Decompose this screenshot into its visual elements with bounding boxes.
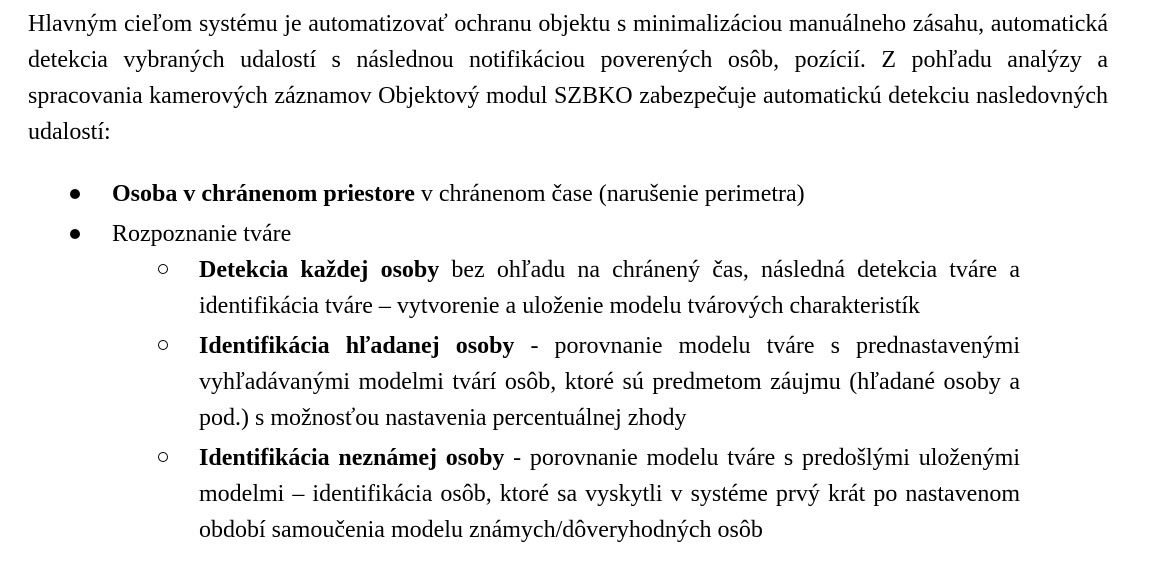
list-item-face-recognition	[0, 216, 1108, 548]
item-text: Rozpoznanie tváre	[112, 221, 292, 247]
sublist-item-detection	[112, 252, 1020, 324]
circle-bullet-icon	[158, 452, 168, 462]
bold-term: Osoba v chránenom priestore	[112, 181, 415, 207]
sublist-item-searched-person	[112, 328, 1020, 436]
bold-term: Detekcia každej osoby	[199, 257, 440, 283]
bullet-icon	[70, 229, 80, 239]
list-item-protected-area	[0, 176, 1108, 212]
circle-bullet-icon	[158, 340, 168, 350]
item-text: v chránenom čase (narušenie perimetra)	[414, 181, 805, 207]
intro-paragraph: Hlavným cieľom systému je automatizovať ochranu objektu s minimalizáciou manuálneho zásahu, automatická detekcia vybraných udalostí s následnou notifikáciou poverených osôb, pozícií. Z pohľadu analýzy a spracovania kamerových záznamov Objektový modul SZBKO zabezpečuje automatickú detekciu nasledovných udalostí:	[28, 11, 1108, 145]
bold-term: Identifikácia neznámej osoby	[199, 445, 505, 471]
item-text: bez ohľadu na chránený čas, následná detekcia tváre a identifikácia tváre – vytvorenie a uloženie modelu tvárových charakteristík	[199, 257, 1020, 319]
sublist-item-unknown-person	[112, 440, 1020, 548]
bold-term: Identifikácia hľadanej osoby	[199, 333, 515, 359]
item-text: - porovnanie modelu tváre s prednastavenými vyhľadávanými modelmi tvárí osôb, ktoré sú predmetom záujmu (hľadané osoby a pod.) s možnosťou nastavenia percentuálnej zhody	[199, 333, 1020, 431]
bullet-icon	[70, 189, 80, 199]
face-recognition-sublist	[112, 252, 1108, 548]
circle-bullet-icon	[158, 264, 168, 274]
event-list	[0, 176, 1155, 552]
item-text: - porovnanie modelu tváre s predošlými uloženými modelmi – identifikácia osôb, ktoré sa vyskytli v systéme prvý krát po nastavenom období samoučenia modelu známych/dôveryhodných osôb	[199, 445, 1021, 543]
